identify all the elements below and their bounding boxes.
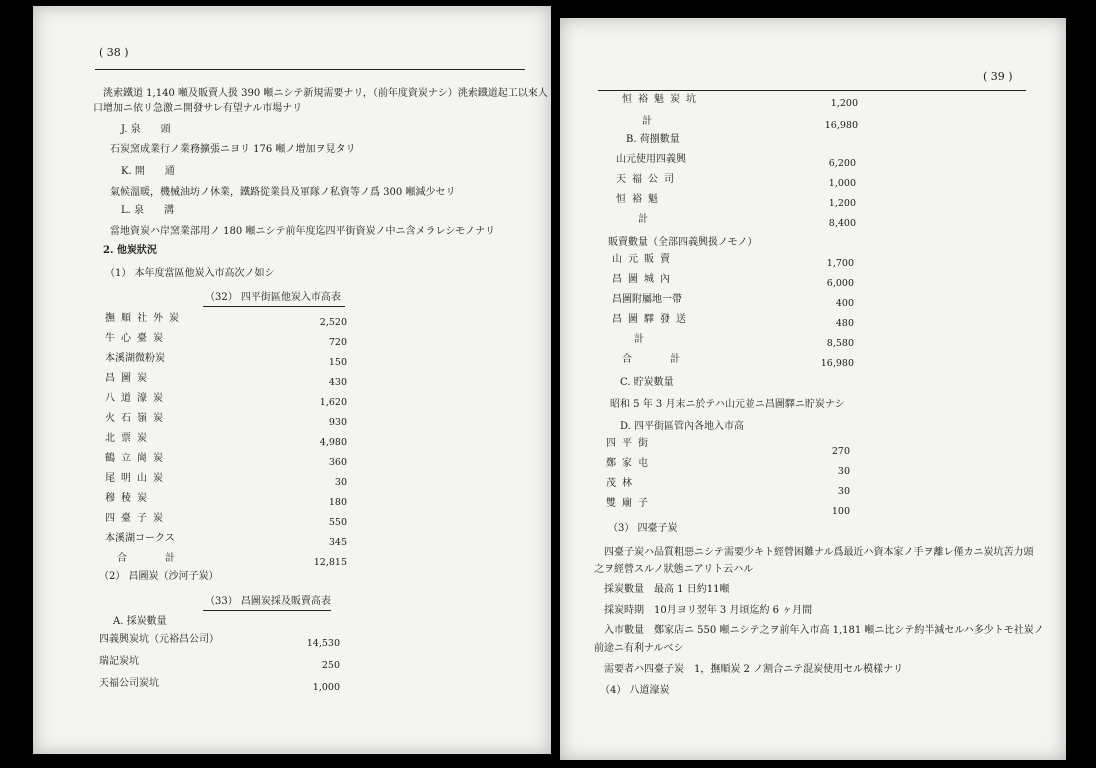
paragraph-line: 之ヲ經營スルノ狀態ニアリト云ハル xyxy=(594,564,754,575)
row-value: 345 xyxy=(328,537,347,548)
row-value: 8,580 xyxy=(826,338,854,349)
page-number-left: ( 38 ) xyxy=(99,46,129,59)
paragraph-line: 前途ニ有利ナルベシ xyxy=(594,643,684,654)
paragraph-line: 需要者ハ四臺子炭 1，撫順炭 2 ノ割合ニテ混炭使用セル模樣ナリ xyxy=(604,664,904,675)
paragraph-line: 洮索鐵道 1,140 噸及販賣人扱 390 噸ニシテ新規需要ナリ，（前年度資炭ナシ）洮索鐵道起工以來人 xyxy=(103,88,548,99)
row-label: 撫順社外炭 xyxy=(105,313,185,324)
row-label: 恒裕魁炭坑 xyxy=(622,94,702,105)
row-label: 鄭家屯 xyxy=(606,458,654,469)
row-label: 計 xyxy=(634,334,650,345)
paragraph-line: 入市數量 鄭家店ニ 550 噸ニシテ之ヲ前年入市高 1,181 噸ニ比シテ約半減セルハ多少トモ社炭ノ xyxy=(604,625,1044,636)
row-label: 恒裕魁 xyxy=(616,194,664,205)
section-heading: 2. 他炭狀況 xyxy=(103,245,157,256)
row-value: 16,980 xyxy=(824,120,858,131)
row-label: 山元使用四義興 xyxy=(616,154,686,165)
header-rule xyxy=(95,69,525,70)
row-value: 550 xyxy=(328,517,347,528)
subsection-heading: 販賣數量（全部四義興扱ノモノ） xyxy=(608,237,758,248)
row-value: 100 xyxy=(831,506,850,517)
row-value: 270 xyxy=(831,446,850,457)
subsection-heading: A. 採炭數量 xyxy=(113,616,167,627)
row-label: 計 xyxy=(642,116,658,127)
row-label: 鶴立崗炭 xyxy=(105,453,169,464)
row-value: 16,980 xyxy=(820,358,854,369)
section-subheading: （4） 八道濠炭 xyxy=(600,685,670,696)
row-label: 穆稜炭 xyxy=(105,493,153,504)
row-value: 150 xyxy=(328,357,347,368)
row-value: 930 xyxy=(328,417,347,428)
row-label: 本溪湖コークス xyxy=(105,533,175,544)
row-value: 1,000 xyxy=(828,178,856,189)
row-value: 2,520 xyxy=(319,317,347,328)
table-title: （32） 四平街區他炭入市高表 xyxy=(205,292,341,303)
row-label: 昌圖驛發送 xyxy=(612,314,692,325)
row-label: 北票炭 xyxy=(105,433,153,444)
row-label: 瑞記炭坑 xyxy=(99,656,139,667)
row-label: 山元販賣 xyxy=(612,254,676,265)
row-label: 昌圖炭 xyxy=(105,373,153,384)
row-label: 八道濠炭 xyxy=(105,393,169,404)
subsection-heading: B. 荷捌數量 xyxy=(626,134,680,145)
row-label: 計 xyxy=(638,214,654,225)
row-value: 1,000 xyxy=(312,682,340,693)
row-value: 360 xyxy=(328,457,347,468)
row-value: 1,200 xyxy=(830,98,858,109)
header-rule xyxy=(598,90,1026,91)
row-value: 250 xyxy=(321,660,340,671)
row-label: 火石嶺炭 xyxy=(105,413,169,424)
row-value: 720 xyxy=(328,337,347,348)
paragraph-line: 當地資炭ハ岸窯業部用ノ 180 噸ニシテ前年度迄四平街資炭ノ中ニ含メラレシモノナリ xyxy=(110,226,496,237)
left-page xyxy=(33,6,551,754)
subsection-heading: L. 泉 溝 xyxy=(121,205,174,216)
section-subheading: （3） 四臺子炭 xyxy=(608,523,678,534)
row-label: 四義興炭坑（元裕昌公司） xyxy=(99,634,219,645)
paragraph-line: 四臺子炭ハ品質粗惡ニシテ需要少キト經營困難ナル爲最近ハ資本家ノ手ヲ離レ僅カニ炭坑苦力頭 xyxy=(604,547,1034,558)
row-label: 尾明山炭 xyxy=(105,473,169,484)
row-label: 天福公司炭坑 xyxy=(99,678,159,689)
right-page xyxy=(560,18,1066,760)
row-value: 4,980 xyxy=(319,437,347,448)
row-value: 8,400 xyxy=(828,218,856,229)
row-label: 合 計 xyxy=(117,553,181,564)
section-subheading: （1） 本年度當區他炭入市高次ノ如シ xyxy=(105,268,275,279)
row-value: 1,620 xyxy=(319,397,347,408)
subsection-heading: C. 貯炭數量 xyxy=(620,377,674,388)
row-value: 1,700 xyxy=(826,258,854,269)
row-label: 茂林 xyxy=(606,478,638,489)
row-value: 14,530 xyxy=(306,638,340,649)
paragraph-line: 採炭數量 最高 1 日約11噸 xyxy=(604,584,730,595)
row-label: 四平街 xyxy=(606,438,654,449)
table-title: （33） 昌圖炭採及販賣高表 xyxy=(205,596,331,607)
row-value: 6,000 xyxy=(826,278,854,289)
subsection-heading: J. 泉 頭 xyxy=(121,124,171,135)
row-label: 昌圖城內 xyxy=(612,274,676,285)
row-value: 12,815 xyxy=(313,557,347,568)
row-label: 昌圖附屬地一帶 xyxy=(612,294,682,305)
paragraph-line: 石炭窯成業行ノ業務擴張ニヨリ 176 噸ノ增加ヲ見タリ xyxy=(110,144,356,155)
section-subheading: （2） 昌圖炭（沙河子炭） xyxy=(99,571,219,582)
row-value: 430 xyxy=(328,377,347,388)
row-label: 本溪湖微粉炭 xyxy=(105,353,165,364)
row-label: 雙廟子 xyxy=(606,498,654,509)
subsection-heading: D. 四平街區管內各地入市高 xyxy=(620,421,745,432)
table-title-rule xyxy=(203,306,345,307)
page-number-right: ( 39 ) xyxy=(983,70,1013,83)
row-value: 6,200 xyxy=(828,158,856,169)
row-value: 400 xyxy=(835,298,854,309)
table-title-rule xyxy=(203,610,331,611)
row-label: 天福公司 xyxy=(616,174,680,185)
row-value: 180 xyxy=(328,497,347,508)
paragraph-line: 口增加ニ依リ急激ニ開發サレ有望ナル市場ナリ xyxy=(93,103,303,114)
paragraph-line: 採炭時期 10月ヨリ翌年 3 月頃迄約 6 ヶ月間 xyxy=(604,605,813,616)
row-value: 1,200 xyxy=(828,198,856,209)
row-label: 四臺子炭 xyxy=(105,513,169,524)
row-value: 30 xyxy=(837,486,850,497)
paragraph-line: 昭和 5 年 3 月末ニ於テハ山元並ニ昌圖驛ニ貯炭ナシ xyxy=(610,399,845,410)
row-value: 30 xyxy=(334,477,347,488)
subsection-heading: K. 開 通 xyxy=(121,166,175,177)
paragraph-line: 氣候溫暖，機械油坊ノ休業，鐵路從業員及軍隊ノ私資等ノ爲 300 噸減少セリ xyxy=(110,187,456,198)
row-label: 牛心臺炭 xyxy=(105,333,169,344)
row-label: 合 計 xyxy=(622,354,686,365)
row-value: 30 xyxy=(837,466,850,477)
row-value: 480 xyxy=(835,318,854,329)
